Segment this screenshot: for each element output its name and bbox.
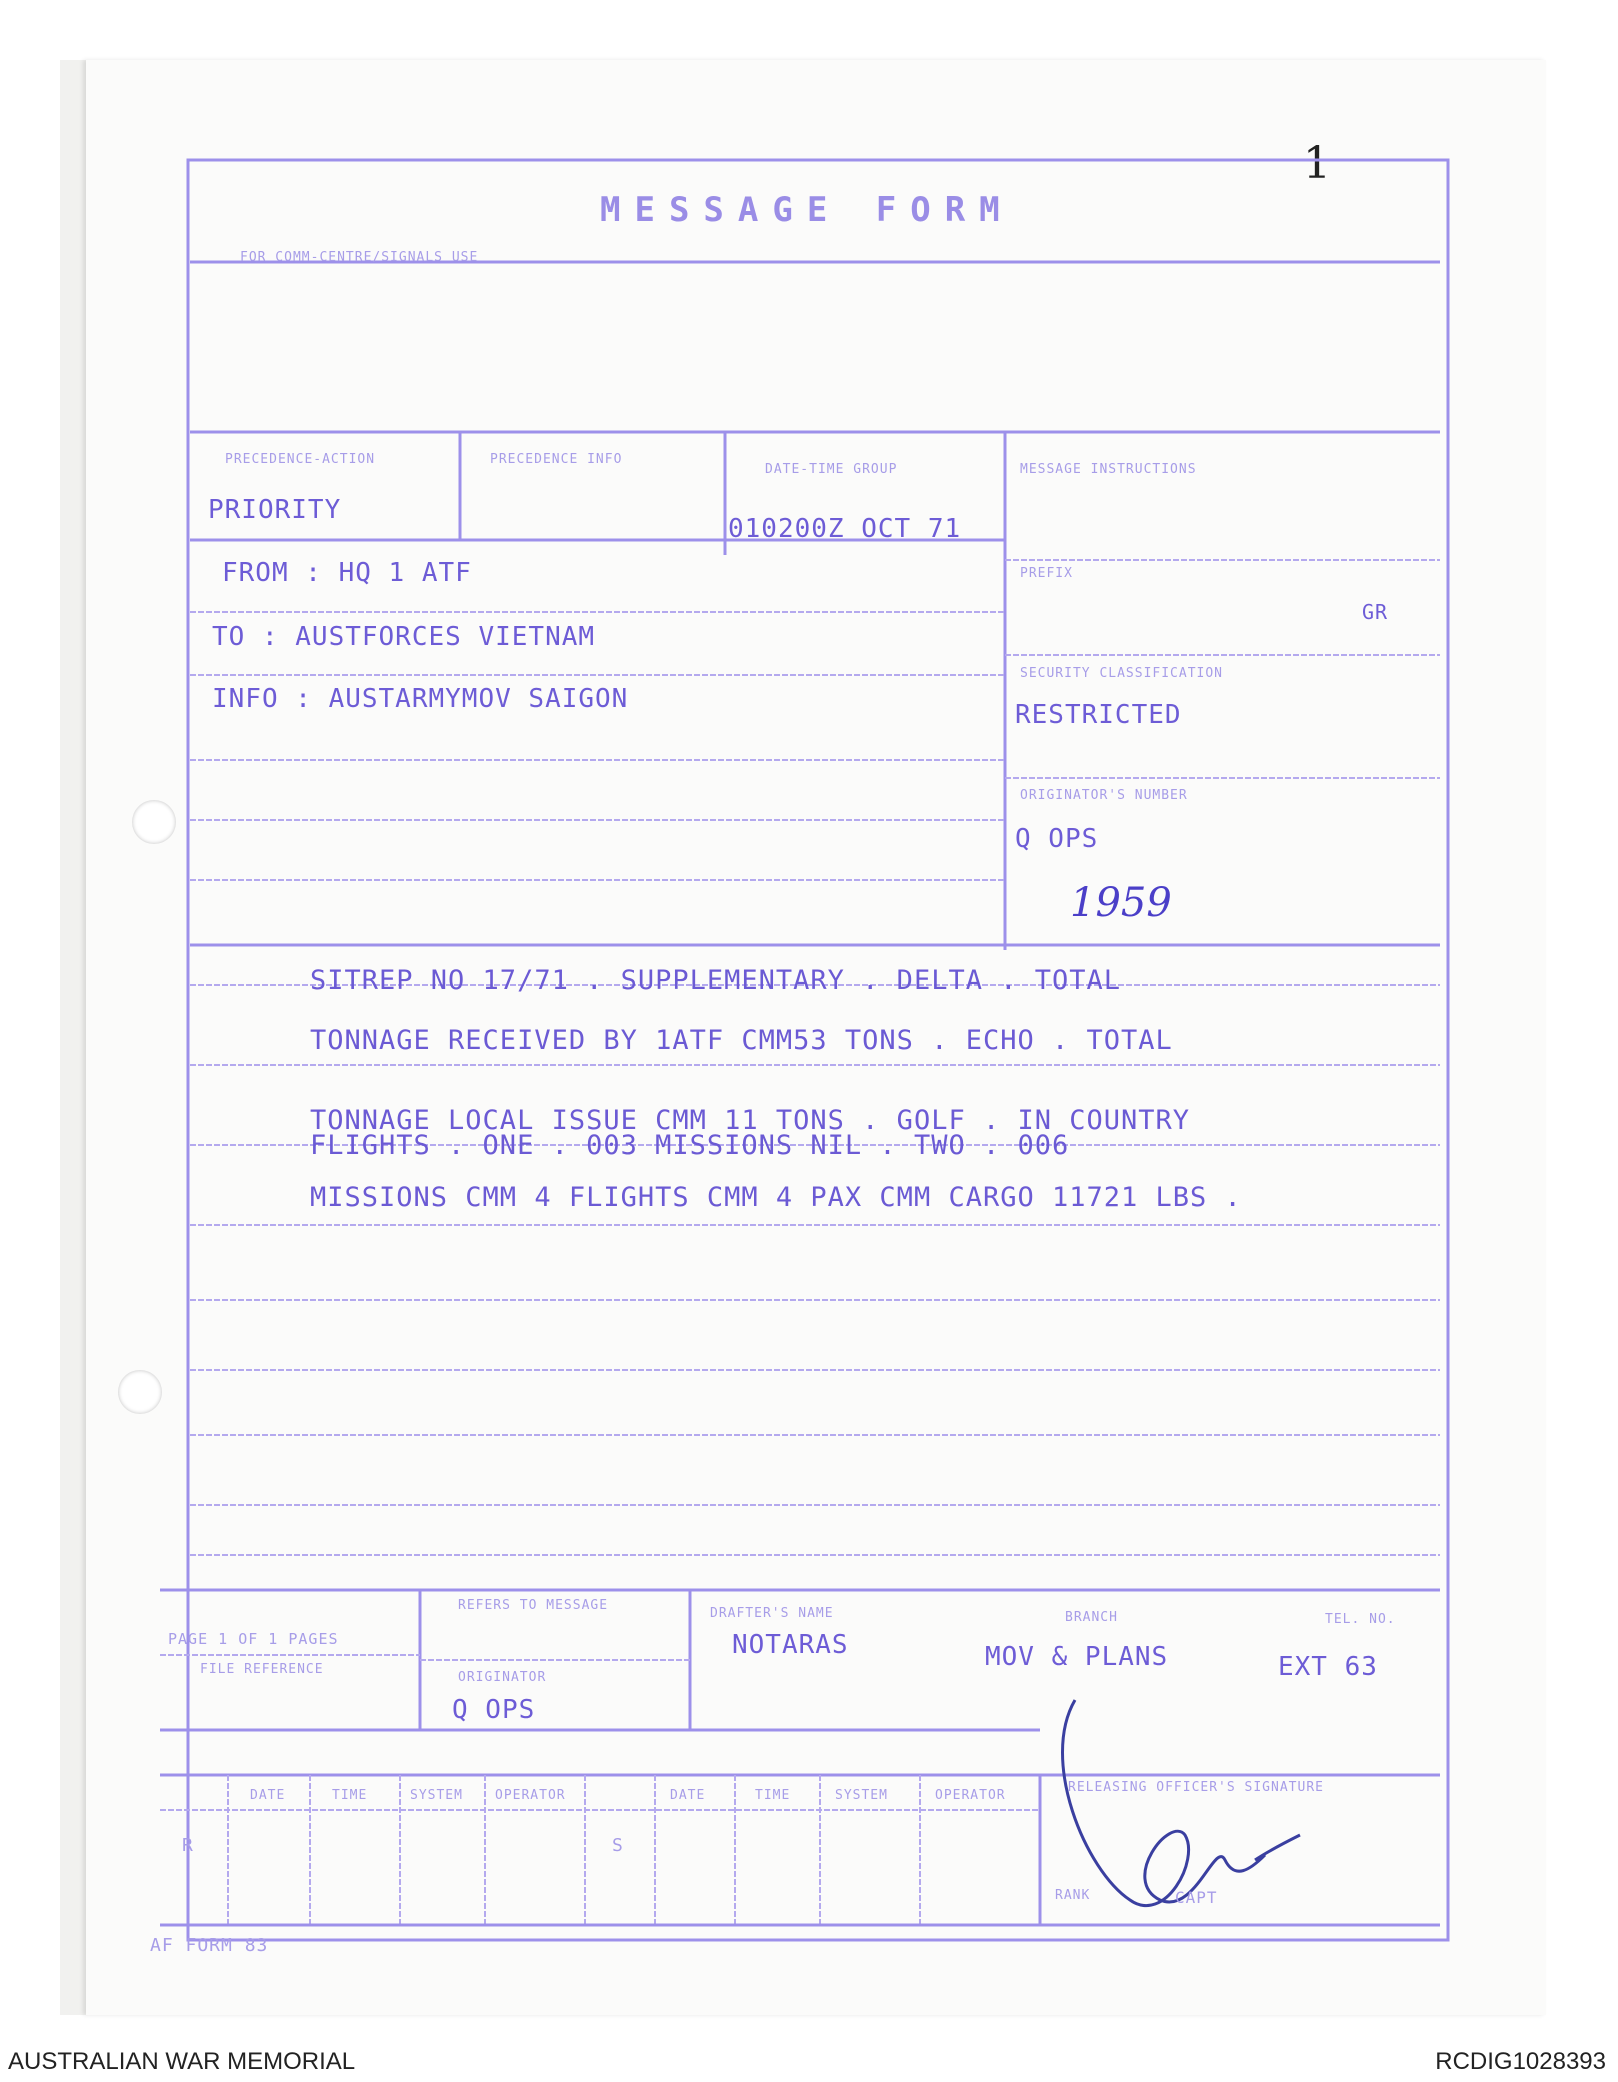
send-col-3: SYSTEM	[835, 1788, 888, 1803]
from-line: FROM : HQ 1 ATF	[222, 558, 472, 588]
send-col-1: DATE	[670, 1788, 706, 1803]
tel-no-label: TEL. NO.	[1325, 1612, 1396, 1627]
rank-value: CAPT	[1175, 1888, 1218, 1907]
recv-col-4: OPERATOR	[495, 1788, 566, 1803]
precedence-info-label: PRECEDENCE INFO	[490, 452, 623, 467]
body-line-1: SITREP NO 17/71 . SUPPLEMENTARY . DELTA . TOTAL	[310, 965, 1122, 996]
archive-reference: RCDIG1028393	[1435, 2048, 1606, 2075]
drafters-name-value: NOTARAS	[732, 1630, 849, 1660]
page-count: PAGE 1 OF 1 PAGES	[168, 1630, 339, 1648]
send-col-2: TIME	[755, 1788, 791, 1803]
archive-credit: AUSTRALIAN WAR MEMORIAL	[8, 2048, 356, 2075]
security-classification-value: RESTRICTED	[1015, 700, 1182, 730]
releasing-officer-label: RELEASING OFFICER'S SIGNATURE	[1068, 1780, 1324, 1795]
body-line-4: FLIGHTS . ONE . 003 MISSIONS NIL . TWO . 006	[310, 1130, 1070, 1161]
precedence-action-label: PRECEDENCE-ACTION	[225, 452, 376, 467]
body-line-2: TONNAGE RECEIVED BY 1ATF CMM53 TONS . ECHO . TOTAL	[310, 1025, 1173, 1056]
prefix-label: PREFIX	[1020, 566, 1073, 581]
recv-col-0: R	[182, 1835, 194, 1856]
precedence-action-value: PRIORITY	[208, 495, 342, 525]
form-title: MESSAGE FORM	[600, 190, 1014, 230]
handwritten-number: 1959	[1070, 880, 1172, 926]
originator-value: Q OPS	[452, 1695, 536, 1725]
recv-col-1: DATE	[250, 1788, 286, 1803]
branch-label: BRANCH	[1065, 1610, 1118, 1625]
branch-value: MOV & PLANS	[985, 1642, 1169, 1672]
tel-no-value: EXT 63	[1278, 1652, 1378, 1682]
file-reference-label: FILE REFERENCE	[200, 1662, 324, 1677]
body-line-5: MISSIONS CMM 4 FLIGHTS CMM 4 PAX CMM CARGO 11721 LBS .	[310, 1182, 1242, 1213]
security-classification-label: SECURITY CLASSIFICATION	[1020, 666, 1224, 681]
date-time-group-label: DATE-TIME GROUP	[765, 462, 898, 477]
releasing-officer-signature	[1063, 1700, 1301, 1906]
originator-label: ORIGINATOR	[458, 1670, 547, 1685]
originators-number-label: ORIGINATOR'S NUMBER	[1020, 788, 1188, 803]
recv-col-2: TIME	[332, 1788, 368, 1803]
message-instructions-label: MESSAGE INSTRUCTIONS	[1020, 462, 1197, 477]
refers-to-label: REFERS TO MESSAGE	[458, 1598, 609, 1613]
drafters-name-label: DRAFTER'S NAME	[710, 1606, 834, 1621]
comm-centre-label: FOR COMM-CENTRE/SIGNALS USE	[240, 250, 479, 265]
to-line: TO : AUSTFORCES VIETNAM	[212, 622, 596, 652]
prefix-value: GR	[1362, 600, 1389, 624]
date-time-group-value: 010200Z OCT 71	[728, 514, 962, 544]
originators-number-value: Q OPS	[1015, 824, 1099, 854]
send-col-0: S	[612, 1835, 624, 1856]
page-number-mark: 1	[1303, 138, 1331, 189]
body-line-3: TONNAGE LOCAL ISSUE CMM 11 TONS . GOLF . IN COUNTRY	[310, 1105, 1191, 1136]
info-line: INFO : AUSTARMYMOV SAIGON	[212, 684, 629, 714]
recv-col-3: SYSTEM	[410, 1788, 463, 1803]
send-col-4: OPERATOR	[935, 1788, 1006, 1803]
form-number: AF FORM 83	[150, 1935, 269, 1956]
rank-label: RANK	[1055, 1888, 1091, 1903]
